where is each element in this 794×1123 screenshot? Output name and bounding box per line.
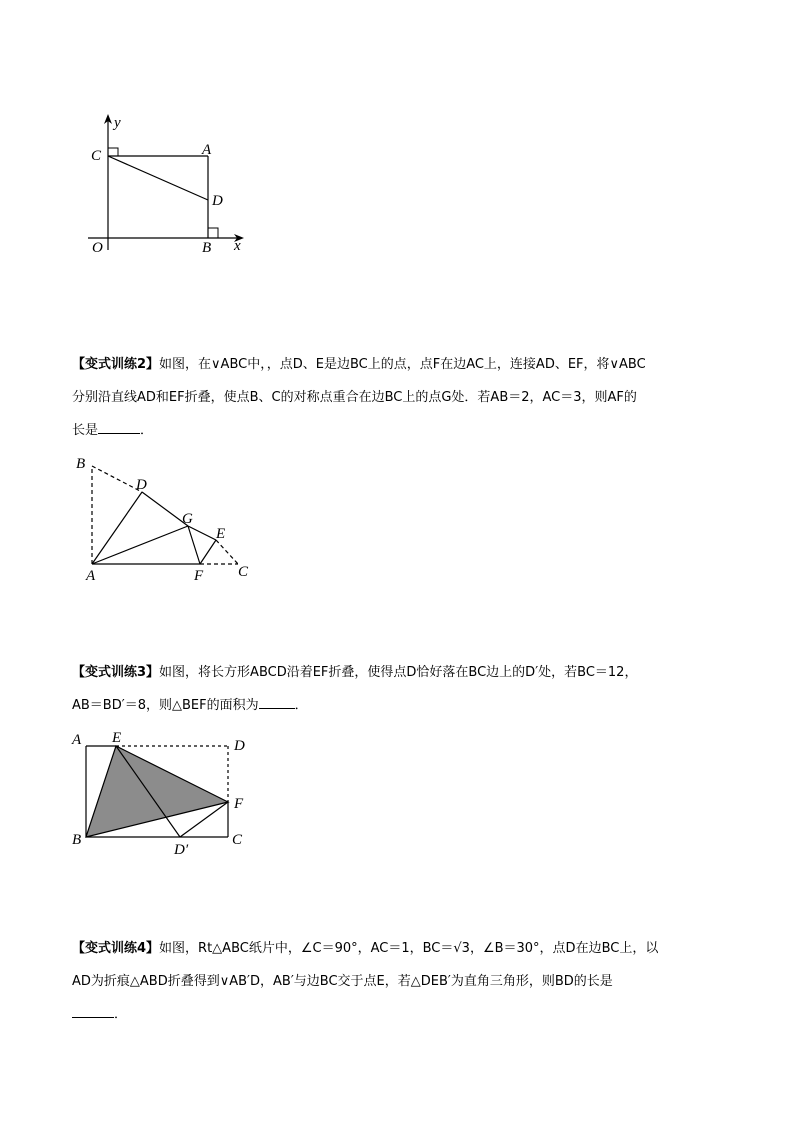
exercise-4-heading: 【变式训练4】 <box>72 941 160 956</box>
label-O: O <box>92 240 103 256</box>
exercise-3 <box>72 656 732 722</box>
answer-blank-2[interactable] <box>98 419 140 434</box>
label-B: B <box>76 456 86 472</box>
exercise-2 <box>72 348 732 447</box>
exercise-4-end: ． <box>114 1007 128 1022</box>
label-C: C <box>232 832 243 848</box>
label-D: D <box>212 193 223 209</box>
answer-blank-4[interactable] <box>72 1003 114 1018</box>
label-A: A <box>72 732 82 748</box>
label-B: B <box>202 240 212 256</box>
label-F: F <box>234 796 244 812</box>
label-D: D <box>234 738 245 754</box>
label-x: x <box>234 238 241 254</box>
label-C: C <box>91 148 102 164</box>
label-E: E <box>216 526 226 542</box>
label-A: A <box>86 568 96 584</box>
label-D-prime: D′ <box>174 842 189 858</box>
dashed-EC <box>216 540 238 564</box>
dashed-BD <box>92 466 142 492</box>
triangle-BEF-shaded <box>86 746 228 837</box>
exercise-4-line-2: AD为折痕△ABD折叠得到∨AB′D，AB′与边BC交于点E，若△DEB′为直角三角形，则BD的长是 <box>72 974 613 989</box>
figure-coordinate-rectangle <box>80 110 260 260</box>
exercise-2-end: ． <box>140 423 154 438</box>
exercise-3-end: ． <box>294 698 308 713</box>
label-y: y <box>114 115 121 131</box>
exercise-2-line-1: 如图，在∨ABC中，，点D、E是边BC上的点，点F在边AC上，连接AD、EF，将∨ABC <box>159 357 646 372</box>
segment-EF <box>200 540 216 564</box>
label-A: A <box>202 142 212 158</box>
exercise-4-line-1: 如图，Rt△ABC纸片中，∠C＝90°，AC＝1，BC＝√3，∠B＝30°，点D在边BC上，以 <box>159 941 659 956</box>
label-B: B <box>72 832 82 848</box>
segment-CD <box>108 156 208 200</box>
label-D: D <box>136 477 147 493</box>
exercise-3-line-1: 如图，将长方形ABCD沿着EF折叠，使得点D恰好落在BC边上的D′处，若BC＝12， <box>159 665 638 680</box>
exercise-2-line-2: 分别沿直线AD和EF折叠，使点B、C的对称点重合在边BC上的点G处．若AB＝2，AC＝3，则AF的 <box>72 390 637 405</box>
exercise-3-line-2: AB＝BD′＝8，则△BEF的面积为 <box>72 698 259 713</box>
label-G: G <box>182 511 193 527</box>
label-F: F <box>194 568 204 584</box>
label-C: C <box>238 564 249 580</box>
exercise-3-heading: 【变式训练3】 <box>72 665 160 680</box>
answer-blank-3[interactable] <box>259 694 295 709</box>
exercise-4 <box>72 932 732 1031</box>
segment-AD <box>92 492 142 564</box>
segment-AG <box>92 526 188 564</box>
right-angle-mark-B <box>208 228 218 238</box>
figure-folded-triangle <box>70 452 260 587</box>
exercise-2-heading: 【变式训练2】 <box>72 357 160 372</box>
exercise-2-line-3: 长是 <box>72 423 99 438</box>
label-E: E <box>112 730 122 746</box>
figure-folded-rectangle <box>66 726 266 858</box>
right-angle-mark-C <box>108 148 118 156</box>
